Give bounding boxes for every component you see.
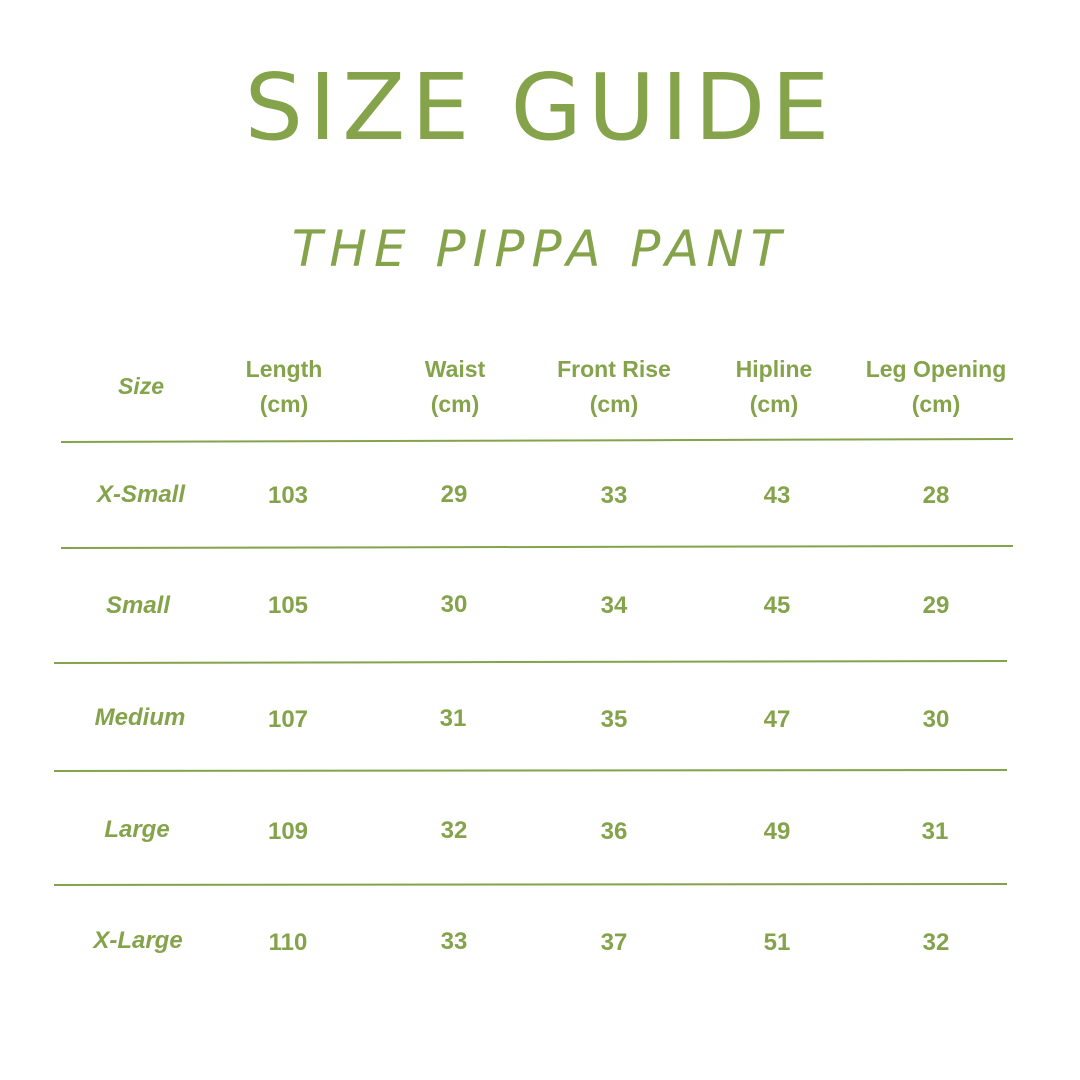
header-front-rise-label: Front Rise	[557, 356, 671, 382]
size-cell: Large	[104, 816, 170, 843]
header-leg-opening-unit: (cm)	[911, 391, 961, 417]
front-rise-cell: 33	[600, 482, 628, 509]
table-divider	[54, 769, 1007, 772]
header-hipline-unit: (cm)	[749, 391, 799, 417]
front-rise-cell: 35	[600, 706, 628, 733]
header-front-rise	[524, 352, 704, 422]
table-divider	[61, 438, 1013, 443]
hipline-cell: 45	[763, 592, 791, 619]
hipline-cell: 49	[763, 818, 791, 845]
table-divider	[54, 660, 1007, 664]
header-length-unit: (cm)	[259, 391, 309, 417]
header-size-label: Size	[117, 373, 165, 399]
length-cell: 103	[267, 482, 309, 509]
front-rise-cell: 37	[600, 929, 628, 956]
length-cell: 110	[268, 929, 308, 956]
header-leg-opening	[846, 352, 1026, 422]
front-rise-cell: 36	[600, 818, 628, 845]
length-cell: 107	[267, 706, 309, 733]
front-rise-cell: 34	[600, 592, 628, 619]
size-cell: X-Large	[93, 927, 183, 954]
header-length-label: Length	[245, 356, 323, 382]
size-cell: Medium	[94, 704, 186, 731]
table-divider	[61, 545, 1013, 549]
header-waist-unit: (cm)	[430, 391, 480, 417]
leg-opening-cell: 31	[921, 818, 949, 845]
leg-opening-cell: 30	[922, 706, 950, 733]
leg-opening-cell: 32	[922, 929, 950, 956]
waist-cell: 32	[440, 817, 468, 844]
waist-cell: 31	[439, 705, 467, 732]
length-cell: 105	[267, 592, 309, 619]
table-divider	[54, 883, 1007, 886]
waist-cell: 33	[440, 928, 468, 955]
size-cell: X-Small	[96, 481, 186, 508]
header-length	[194, 352, 374, 422]
page-title: SIZE GUIDE	[244, 54, 836, 161]
leg-opening-cell: 28	[922, 482, 950, 509]
leg-opening-cell: 29	[922, 592, 950, 619]
waist-cell: 29	[440, 481, 468, 508]
length-cell: 109	[267, 818, 309, 845]
waist-cell: 30	[440, 591, 468, 618]
header-waist-label: Waist	[424, 356, 486, 382]
size-cell: Small	[105, 592, 171, 619]
product-subtitle: THE PIPPA PANT	[291, 220, 789, 278]
header-waist	[365, 352, 545, 422]
header-leg-opening-label: Leg Opening	[865, 356, 1007, 382]
hipline-cell: 43	[763, 482, 791, 509]
header-hipline	[684, 352, 864, 422]
header-front-rise-unit: (cm)	[589, 391, 639, 417]
hipline-cell: 47	[763, 706, 791, 733]
header-hipline-label: Hipline	[735, 356, 813, 382]
hipline-cell: 51	[763, 929, 791, 956]
